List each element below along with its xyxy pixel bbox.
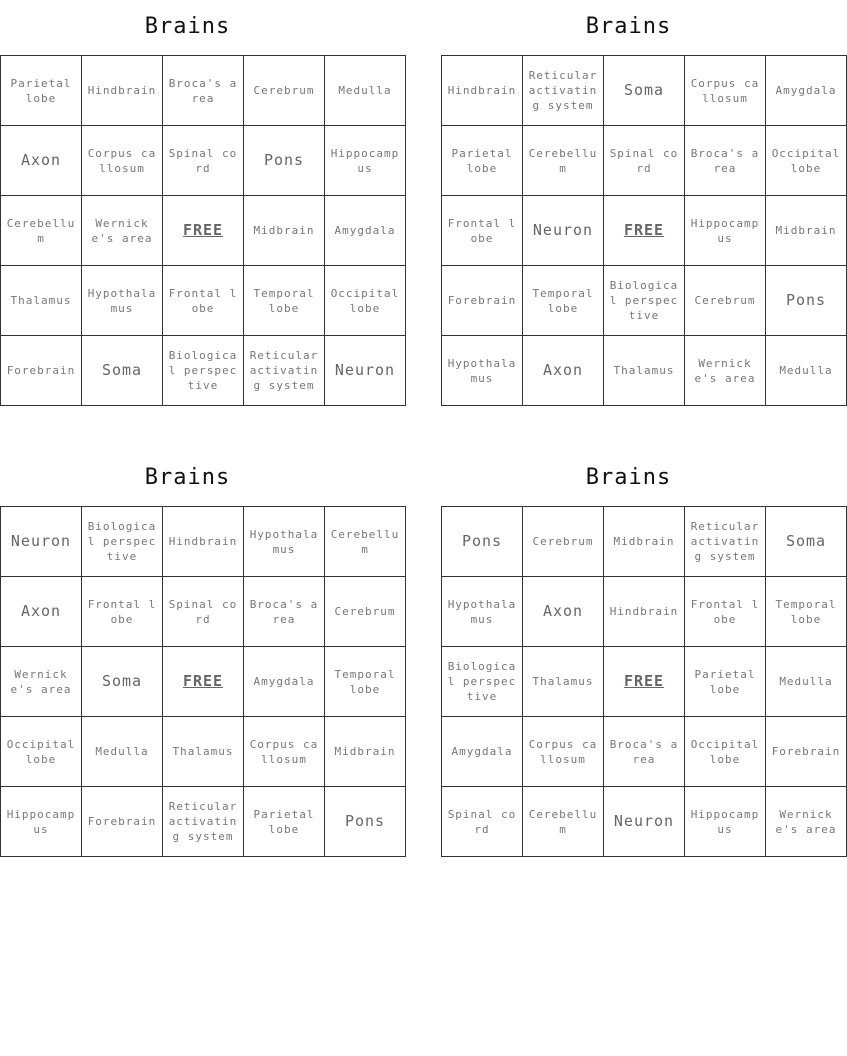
bingo-cell: Forebrain (766, 717, 847, 787)
bingo-cell: Forebrain (442, 266, 523, 336)
bingo-cell: Biological perspective (604, 266, 685, 336)
bingo-cell: Cerebellum (1, 196, 82, 266)
bingo-cell: Neuron (523, 196, 604, 266)
bingo-cell: Spinal cord (442, 787, 523, 857)
grid-row (442, 717, 847, 787)
bingo-cell: Reticular activating system (523, 56, 604, 126)
bingo-cell: Frontal lobe (685, 577, 766, 647)
bingo-cell: Hippocampus (1, 787, 82, 857)
bingo-cell: Medulla (325, 56, 406, 126)
bingo-cell: Spinal cord (163, 126, 244, 196)
bingo-cell: Wernicke's area (685, 336, 766, 406)
bingo-cell: Soma (604, 56, 685, 126)
grid-row (1, 196, 406, 266)
grid-row (442, 787, 847, 857)
bingo-cell: Temporal lobe (244, 266, 325, 336)
bingo-cell: Cerebellum (523, 126, 604, 196)
grid-row (442, 336, 847, 406)
bingo-cell: Broca's area (244, 577, 325, 647)
bingo-cell: Reticular activating system (685, 507, 766, 577)
grid-row (442, 56, 847, 126)
grid-row (1, 56, 406, 126)
bingo-grid (0, 506, 406, 857)
bingo-cell: Hippocampus (685, 787, 766, 857)
bingo-cell: Medulla (82, 717, 163, 787)
bingo-grid (0, 55, 406, 406)
bingo-cell: Forebrain (82, 787, 163, 857)
bingo-cell: Midbrain (766, 196, 847, 266)
bingo-grid (441, 506, 847, 857)
bingo-cell: Axon (523, 577, 604, 647)
bingo-cell: Broca's area (163, 56, 244, 126)
grid-row (1, 507, 406, 577)
bingo-cell: Frontal lobe (163, 266, 244, 336)
grid-row (1, 336, 406, 406)
bingo-cell: Midbrain (325, 717, 406, 787)
card-title: Brains (585, 465, 672, 490)
bingo-cell: Cerebellum (325, 507, 406, 577)
bingo-cell: Spinal cord (163, 577, 244, 647)
bingo-cell: Pons (766, 266, 847, 336)
bingo-cell: Cerebrum (523, 507, 604, 577)
grid-row (1, 126, 406, 196)
bingo-cell: Thalamus (1, 266, 82, 336)
bingo-cell: Corpus callosum (685, 56, 766, 126)
free-space-cell: FREE (604, 196, 685, 266)
grid-row (1, 266, 406, 336)
grid-row (442, 196, 847, 266)
bingo-cell: Hindbrain (442, 56, 523, 126)
bingo-cell: Corpus callosum (523, 717, 604, 787)
free-space-cell: FREE (604, 647, 685, 717)
bingo-cell: Temporal lobe (523, 266, 604, 336)
bingo-cell: Forebrain (1, 336, 82, 406)
bingo-card-2 (441, 0, 841, 406)
card-title: Brains (144, 14, 231, 39)
bingo-cell: Wernicke's area (82, 196, 163, 266)
bingo-cell: Axon (1, 126, 82, 196)
bingo-cell: Soma (82, 647, 163, 717)
bingo-cell: Parietal lobe (244, 787, 325, 857)
bingo-cell: Wernicke's area (766, 787, 847, 857)
grid-row (442, 507, 847, 577)
grid-row (442, 647, 847, 717)
bingo-cell: Occipital lobe (1, 717, 82, 787)
bingo-card-4 (441, 451, 841, 857)
bingo-card-1 (0, 0, 400, 406)
bingo-cell: Pons (244, 126, 325, 196)
bingo-cell: Midbrain (244, 196, 325, 266)
bingo-cell: Spinal cord (604, 126, 685, 196)
bingo-cell: Broca's area (685, 126, 766, 196)
bingo-cell: Reticular activating system (163, 787, 244, 857)
bingo-cell: Hindbrain (82, 56, 163, 126)
bingo-cell: Cerebellum (523, 787, 604, 857)
bingo-cell: Pons (325, 787, 406, 857)
bingo-cell: Cerebrum (685, 266, 766, 336)
bingo-cell: Hypothalamus (82, 266, 163, 336)
card-title: Brains (585, 14, 672, 39)
bingo-cell: Midbrain (604, 507, 685, 577)
bingo-cell: Wernicke's area (1, 647, 82, 717)
bingo-cell: Biological perspective (163, 336, 244, 406)
bingo-cell: Axon (523, 336, 604, 406)
bingo-cell: Hindbrain (163, 507, 244, 577)
free-space-cell: FREE (163, 647, 244, 717)
bingo-cell: Thalamus (523, 647, 604, 717)
bingo-cell: Occipital lobe (685, 717, 766, 787)
bingo-cell: Hypothalamus (442, 336, 523, 406)
bingo-cell: Medulla (766, 336, 847, 406)
bingo-cell: Hippocampus (325, 126, 406, 196)
bingo-cell: Amygdala (325, 196, 406, 266)
bingo-cell: Soma (82, 336, 163, 406)
bingo-cell: Neuron (1, 507, 82, 577)
grid-row (442, 577, 847, 647)
bingo-cell: Amygdala (766, 56, 847, 126)
bingo-cell: Neuron (325, 336, 406, 406)
bingo-cell: Frontal lobe (442, 196, 523, 266)
bingo-cell: Soma (766, 507, 847, 577)
bingo-cell: Thalamus (604, 336, 685, 406)
bingo-cell: Parietal lobe (685, 647, 766, 717)
grid-row (442, 126, 847, 196)
bingo-cell: Hindbrain (604, 577, 685, 647)
grid-row (1, 647, 406, 717)
bingo-cell: Occipital lobe (325, 266, 406, 336)
bingo-cell: Hypothalamus (244, 507, 325, 577)
bingo-cell: Neuron (604, 787, 685, 857)
bingo-cell: Cerebrum (244, 56, 325, 126)
bingo-cell: Axon (1, 577, 82, 647)
bingo-cell: Occipital lobe (766, 126, 847, 196)
bingo-cell: Parietal lobe (1, 56, 82, 126)
grid-row (1, 577, 406, 647)
bingo-cell: Parietal lobe (442, 126, 523, 196)
bingo-cell: Thalamus (163, 717, 244, 787)
bingo-cell: Frontal lobe (82, 577, 163, 647)
free-space-cell: FREE (163, 196, 244, 266)
bingo-cell: Amygdala (442, 717, 523, 787)
bingo-cell: Amygdala (244, 647, 325, 717)
bingo-cell: Corpus callosum (82, 126, 163, 196)
bingo-cell: Reticular activating system (244, 336, 325, 406)
card-title: Brains (144, 465, 231, 490)
bingo-cell: Temporal lobe (325, 647, 406, 717)
bingo-cell: Broca's area (604, 717, 685, 787)
bingo-cell: Medulla (766, 647, 847, 717)
bingo-cell: Pons (442, 507, 523, 577)
bingo-cell: Corpus callosum (244, 717, 325, 787)
bingo-grid (441, 55, 847, 406)
bingo-card-3 (0, 451, 400, 857)
bingo-cell: Biological perspective (82, 507, 163, 577)
bingo-cell: Hippocampus (685, 196, 766, 266)
grid-row (442, 266, 847, 336)
bingo-cell: Biological perspective (442, 647, 523, 717)
grid-row (1, 717, 406, 787)
grid-row (1, 787, 406, 857)
bingo-cell: Cerebrum (325, 577, 406, 647)
bingo-cell: Hypothalamus (442, 577, 523, 647)
bingo-cell: Temporal lobe (766, 577, 847, 647)
